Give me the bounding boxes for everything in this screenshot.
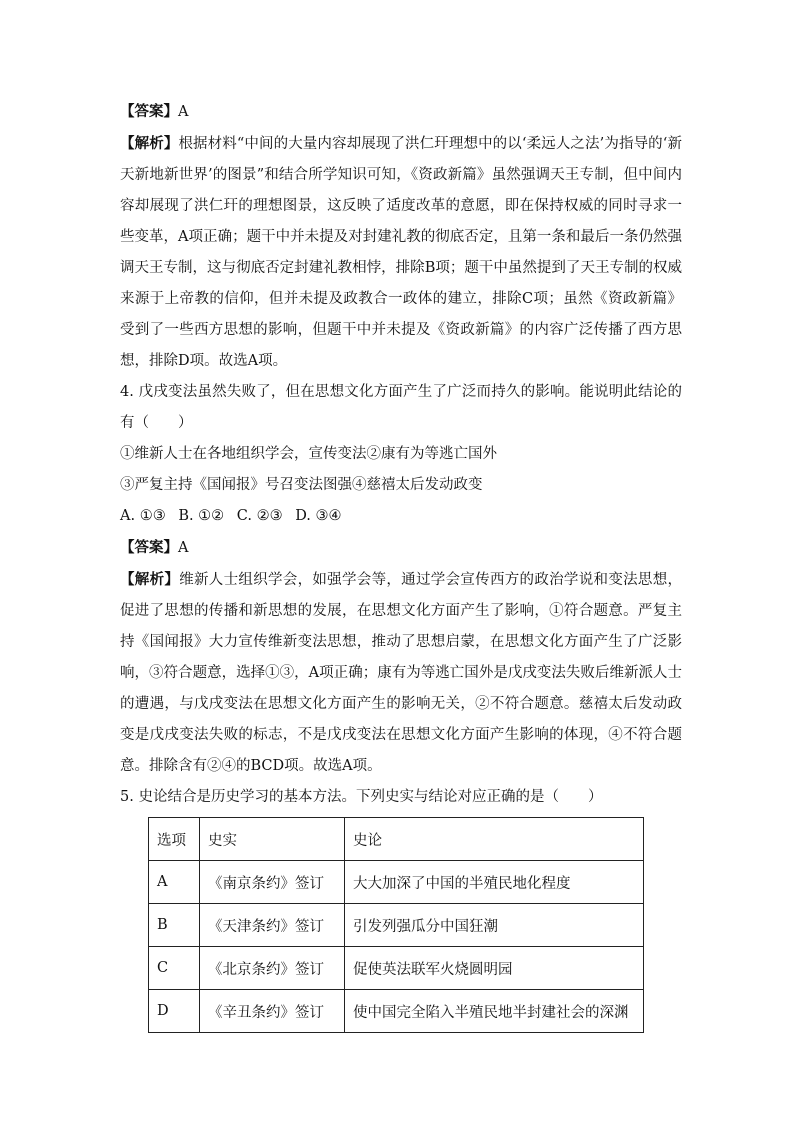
- answer-tag: 【答案】: [120, 103, 178, 120]
- analysis-tag: 【解析】: [120, 571, 180, 588]
- option-b: B. ①②: [178, 508, 225, 524]
- table-cell: 《南京条约》签订: [200, 861, 345, 904]
- table-header-row: [149, 818, 644, 861]
- analysis-tag: 【解析】: [120, 135, 179, 152]
- table-row: [149, 947, 644, 990]
- q4-statements-line-1: ①维新人士在各地组织学会，宣传变法②康有为等逃亡国外: [120, 446, 497, 462]
- q5-table: [148, 817, 644, 1033]
- analysis-text: 维新人士组织学会，如强学会等，通过学会宣传西方的政治学说和变法思想，促进了思想的传播和新思想的发展，在思想文化方面产生了影响，①符合题意。严复主持《国闻报》大力宣传维新变法思想，推动了思想启蒙，在思想文化方面产生了广泛影响，③符合题意，选择①③，A项正确；康有为等逃亡国外是戊戌变法失败后维新派人士的遭遇，与戊戌变法在思想文化方面产生的影响无关，②不符合题意。慈禧太后发动政变是戊戌变法失败的标志，不是戊戌变法在思想文化方面产生影响的体现，④不符合题意。排除含有②④的BCD项。故选A项。: [120, 572, 683, 774]
- analysis-text: 根据材料“中间的大量内容却展现了洪仁玕理想中的以‘柔远人之法’为指导的‘新天新地新世界’的图景”和结合所学知识可知，《资政新篇》虽然强调天王专制，但中间内容却展现了洪仁玕的理想图景，这反映了适度改革的意愿，即在保持权威的同时寻求一些变革，A项正确；题干中并未提及对封建礼教的彻底否定，且第一条和最后一条仍然强调天王专制，这与彻底否定封建礼教相悖，排除B项；题干中虽然提到了天王专制的权威来源于上帝教的信仰，但并未提及政教合一政体的建立，排除C项；虽然《资政新篇》受到了一些西方思想的影响，但题干中并未提及《资政新篇》的内容广泛传播了西方思想，排除D项。故选A项。: [120, 136, 682, 369]
- table-cell: 使中国完全陷入半殖民地半封建社会的深渊: [345, 990, 644, 1033]
- table-cell: 引发列强瓜分中国狂潮: [345, 904, 644, 947]
- q3-analysis: [120, 128, 682, 377]
- table-header-cell: 史实: [200, 818, 345, 861]
- option-d: D. ③④: [295, 508, 342, 524]
- q4-stem: 4. 戊戌变法虽然失败了，但在思想文化方面产生了广泛而持久的影响。能说明此结论的有（ ）: [120, 384, 682, 431]
- q3-answer: [120, 96, 682, 128]
- q4-analysis: [120, 564, 682, 782]
- table-cell: 大大加深了中国的半殖民地化程度: [345, 861, 644, 904]
- table-row: [149, 904, 644, 947]
- table-cell: 《北京条约》签订: [200, 947, 345, 990]
- answer-tag: 【答案】: [120, 539, 178, 556]
- q4-statements-line-2: ③严复主持《国闻报》号召变法图强④慈禧太后发动政变: [120, 477, 483, 493]
- answer-value: A: [178, 104, 189, 120]
- table-row: [149, 990, 644, 1033]
- table-cell: 《辛丑条约》签订: [200, 990, 345, 1033]
- table-row: [149, 861, 644, 904]
- option-c: C. ②③: [236, 508, 283, 524]
- q4-answer: [120, 532, 682, 564]
- document-page: [120, 96, 682, 1033]
- table-cell: C: [149, 947, 200, 990]
- answer-value: A: [178, 540, 189, 556]
- table-cell: A: [149, 861, 200, 904]
- table-cell: D: [149, 990, 200, 1033]
- table-cell: B: [149, 904, 200, 947]
- q4-options: [120, 501, 682, 532]
- table-header-cell: 史论: [345, 818, 644, 861]
- table-cell: 促使英法联军火烧圆明园: [345, 947, 644, 990]
- option-a: A. ①③: [120, 508, 166, 524]
- q5-stem: 5. 史论结合是历史学习的基本方法。下列史实与结论对应正确的是（ ）: [120, 789, 603, 805]
- table-cell: 《天津条约》签订: [200, 904, 345, 947]
- table-header-cell: 选项: [149, 818, 200, 861]
